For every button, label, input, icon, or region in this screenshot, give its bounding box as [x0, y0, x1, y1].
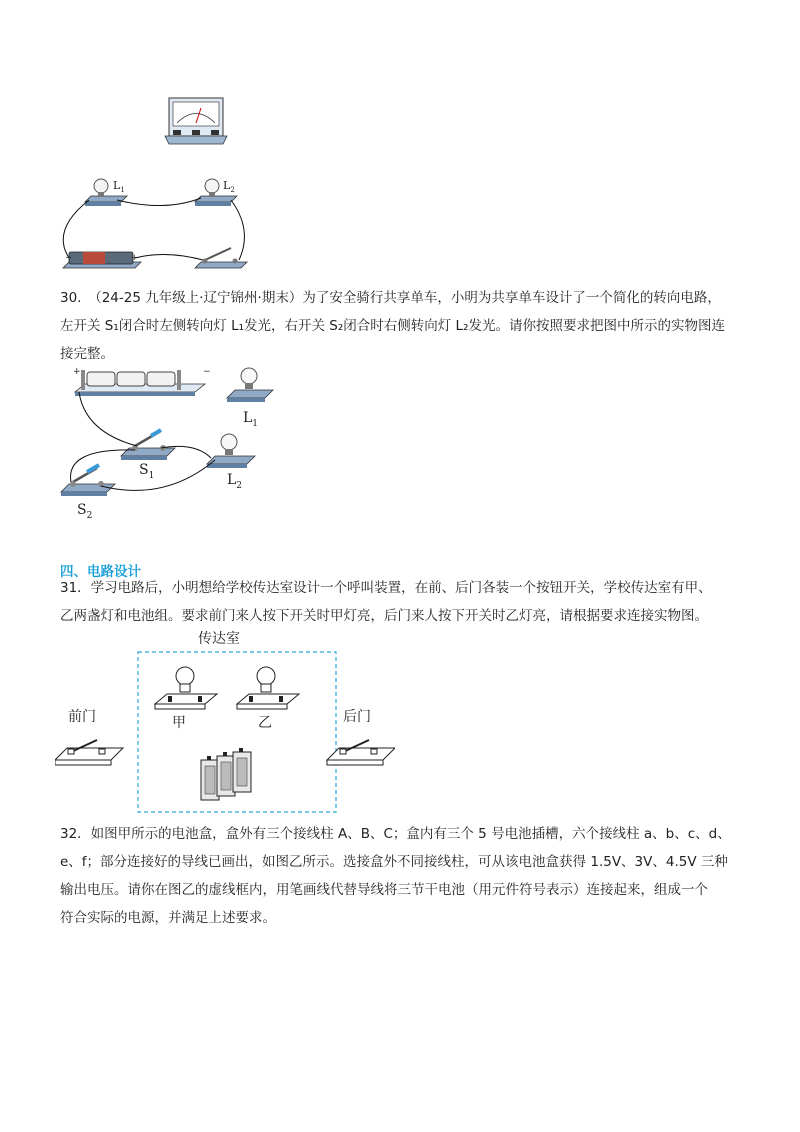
wire — [63, 200, 89, 258]
room-label: 传达室 — [198, 631, 240, 647]
q30-line-3: 接完整。 — [60, 346, 114, 362]
q31-circuit-figure — [55, 648, 395, 816]
front-door-switch-icon — [55, 740, 123, 765]
q30-line-1: 30. （24-25 九年级上·辽宁锦州·期末）为了安全骑行共享单车，小明为共享单车设计了一个简化的转向电路， — [60, 290, 721, 306]
q30-line-2: 左开关 S₁闭合时左侧转向灯 L₁发光，右开关 S₂闭合时右侧转向灯 L₂发光。请你按照要求把图中所示的实物图连 — [60, 318, 725, 334]
switch-s1-icon — [121, 430, 175, 460]
svg-text:+: + — [131, 253, 138, 262]
q30-text — [60, 284, 750, 368]
section-title: 四、电路设计 — [60, 564, 141, 580]
battery-group-icon — [201, 748, 251, 800]
battery-plus-label: + — [73, 367, 81, 377]
lamp-l1-icon — [227, 368, 273, 402]
q30-s2-label: $S_2$ — [77, 502, 93, 521]
q31-line-2: 乙两盏灯和电池组。要求前门来人按下开关时甲灯亮，后门来人按下开关时乙灯亮，请根据要求连接实物图。 — [60, 608, 708, 624]
wire — [101, 460, 215, 490]
q32-line-3: 输出电压。请你在图乙的虚线框内，用笔画线代替导线将三节干电池（用元件符号表示）连接起来，组成一个 — [60, 882, 708, 898]
switch-icon — [195, 248, 247, 268]
lamp-l2-icon — [207, 434, 255, 468]
q30-l1-label: $L_1$ — [243, 410, 259, 429]
svg-text:−: − — [65, 253, 72, 262]
q32-line-4: 符合实际的电源，并满足上述要求。 — [60, 910, 276, 926]
back-door-switch-icon — [327, 740, 395, 765]
battery-pack-icon — [75, 370, 205, 396]
q32-line-1: 32．如图甲所示的电池盒，盒外有三个接线柱 A、B、C；盒内有三个 5 号电池插槽，六个接线柱 a、b、c、d、 — [60, 826, 731, 842]
switch-s2-icon — [61, 465, 115, 496]
q31-text — [60, 574, 750, 630]
q31-line-1: 31．学习电路后，小明想给学校传达室设计一个呼叫装置，在前、后门各装一个按钮开关，学校传达室有甲、 — [60, 580, 712, 596]
fig29-l1-label: $L_1$ — [113, 179, 125, 194]
front-door-label: 前门 — [68, 709, 96, 725]
wire — [231, 200, 244, 260]
wire — [117, 198, 201, 206]
back-door-label: 后门 — [343, 709, 371, 725]
fig29-l2-label: $L_2$ — [223, 179, 235, 194]
battery-minus-label: − — [203, 367, 211, 377]
wire — [79, 392, 137, 446]
lamp-a-icon — [155, 667, 217, 709]
ammeter-icon — [165, 98, 227, 144]
q30-l2-label: $L_2$ — [227, 472, 243, 491]
q32-text — [60, 820, 750, 932]
q32-line-2: e、f；部分连接好的导线已画出，如图乙所示。选接盒外不同接线柱，可从该电池盒获得 1.5V、3V、4.5V 三种 — [60, 854, 728, 870]
lamp-b-label: 乙 — [258, 715, 272, 731]
lamp-b-icon — [237, 667, 299, 709]
q30-circuit-figure — [55, 362, 295, 522]
q30-s1-label: $S_1$ — [139, 462, 155, 481]
q29-circuit-figure — [55, 90, 255, 280]
wire — [135, 254, 203, 260]
battery-icon — [63, 252, 141, 268]
lamp-a-label: 甲 — [172, 715, 186, 731]
